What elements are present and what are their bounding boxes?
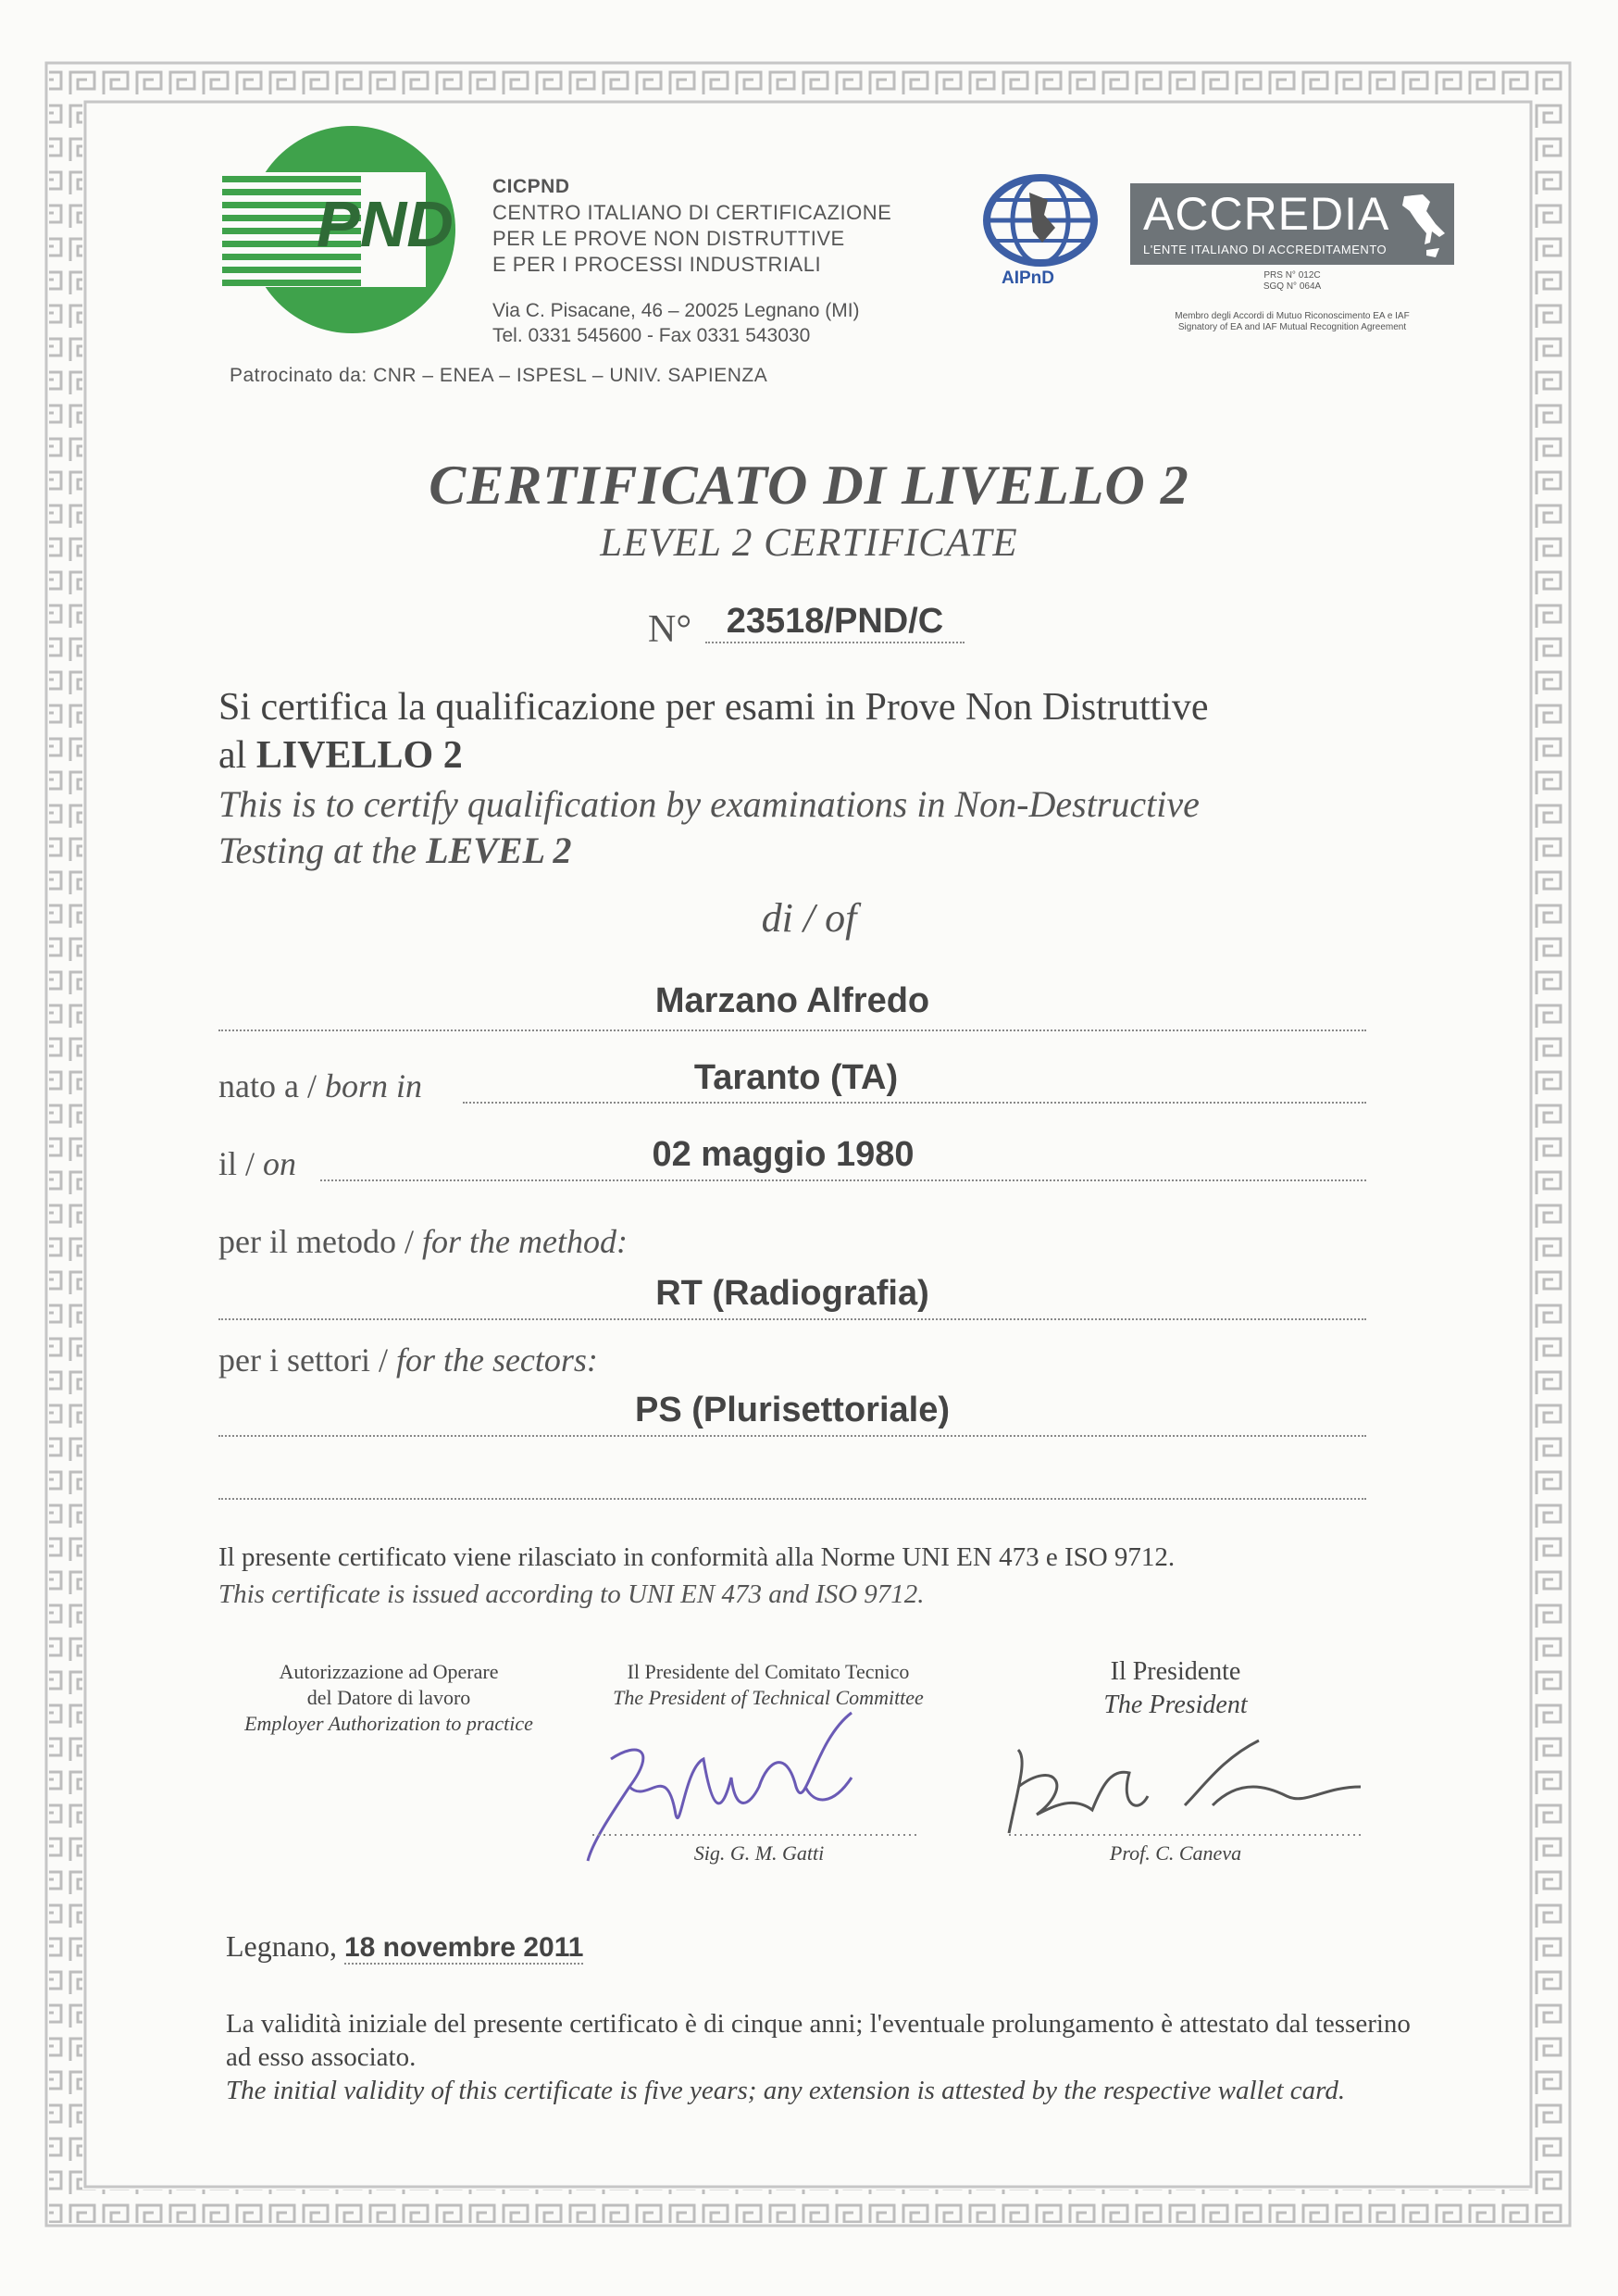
issue-date: 18 novembre 2011: [343, 1932, 584, 1963]
accreditation-codes: [1130, 270, 1454, 293]
org-name-line: CENTRO ITALIANO DI CERTIFICAZIONE: [492, 201, 892, 224]
committee-president: Il Presidente del Comitato Tecnico The President of Technical Committee: [613, 1660, 924, 1709]
sgq-line: SGQ N° 064A: [1263, 281, 1322, 292]
committee-name: Sig. G. M. Gatti: [693, 1841, 825, 1865]
accredia-subtitle: L'ENTE ITALIANO DI ACCREDITAMENTO: [1143, 243, 1388, 256]
declaration-italian: Il presente certificato viene rilasciato in conformità alla Norme UNI EN 473 e ISO 9712.: [218, 1542, 1176, 1572]
intro-en-line: This is to certify qualification by examinations in Non-Destructive: [218, 783, 1200, 825]
certificate-subtitle: LEVEL 2 CERTIFICATE: [600, 521, 1018, 565]
declaration-english: This certificate is issued according to UNI EN 473 and ISO 9712.: [218, 1579, 925, 1609]
membership-note: [1130, 311, 1454, 333]
org-name-line: E PER I PROCESSI INDUSTRIALI: [492, 253, 822, 276]
phone-line: Tel. 0331 545600 - Fax 0331 543030: [492, 325, 811, 346]
intro-it-prefix: al: [218, 734, 256, 777]
president-signature: [990, 1731, 1388, 1852]
intro-en-prefix: Testing at the: [218, 830, 427, 871]
validity-italian: La validità iniziale del presente certificato è di cinque anni; l'eventuale prolungamento è attestato dal tesserino ad esso associato.: [226, 2009, 1411, 2072]
birthdate-value: 02 maggio 1980: [652, 1135, 915, 1174]
intro-italian: [218, 683, 1413, 780]
intro-it-line: Si certifica la qualificazione per esami in Prove Non Distruttive: [218, 686, 1209, 729]
address-line: Via C. Pisacane, 46 – 20025 Legnano (MI): [492, 300, 860, 321]
employer-authorization: Autorizzazione ad Operare del Datore di lavoro Employer Authorization to practice: [244, 1660, 533, 1735]
di-of-label: di / of: [761, 895, 857, 941]
president: Il Presidente The President: [1103, 1657, 1248, 1719]
place-date: [226, 1929, 583, 1964]
italy-map-icon: [1399, 191, 1447, 259]
intro-en-level: LEVEL 2: [426, 830, 572, 871]
aipnd-label: AIPnD: [1002, 268, 1054, 288]
sectors-label: per i settori / for the sectors:: [218, 1341, 598, 1379]
intro-it-level: LIVELLO 2: [255, 734, 463, 777]
certificate-title: CERTIFICATO DI LIVELLO 2: [429, 455, 1189, 516]
intro-english: [218, 781, 1413, 874]
president-name: Prof. C. Caneva: [1109, 1841, 1242, 1865]
born-value: Taranto (TA): [693, 1058, 899, 1097]
org-name-line: PER LE PROVE NON DISTRUTTIVE: [492, 227, 845, 250]
holder-name: Marzano Alfredo: [654, 981, 930, 1020]
validity-english: The initial validity of this certificate is five years; any extension is attested by the respective wallet card.: [226, 2076, 1346, 2105]
prs-line: PRS N° 012C: [1263, 270, 1321, 281]
membro-line: Membro degli Accordi di Mutuo Riconoscimento EA e IAF: [1175, 311, 1410, 321]
accredia-logo: [1130, 183, 1454, 265]
patronage-line: Patrocinato da: CNR – ENEA – ISPESL – UNIV. SAPIENZA: [230, 365, 768, 386]
accredia-name: ACCREDIA: [1143, 188, 1390, 240]
org-short: CICPND: [492, 176, 570, 197]
born-label: nato a / born in: [218, 1067, 422, 1104]
place: Legnano,: [226, 1929, 344, 1963]
method-value: RT (Radiografia): [655, 1274, 929, 1313]
aipnd-globe-icon: [976, 174, 1105, 267]
pnd-logo: [222, 120, 491, 343]
address-block: [492, 298, 860, 348]
certificate-number-label: N°: [648, 608, 692, 651]
birthdate-label: il / on: [218, 1145, 297, 1182]
membro-line: Signatory of EA and IAF Mutual Recognition Agreement: [1177, 322, 1407, 332]
organization-name: [492, 174, 891, 278]
blank-dotted-line: [218, 1489, 1366, 1500]
pnd-logo-text: PND: [317, 188, 454, 260]
method-label: per il metodo / for the method:: [218, 1223, 628, 1260]
sectors-value: PS (Plurisettoriale): [635, 1391, 950, 1429]
certificate-number: 23518/PND/C: [705, 602, 965, 643]
